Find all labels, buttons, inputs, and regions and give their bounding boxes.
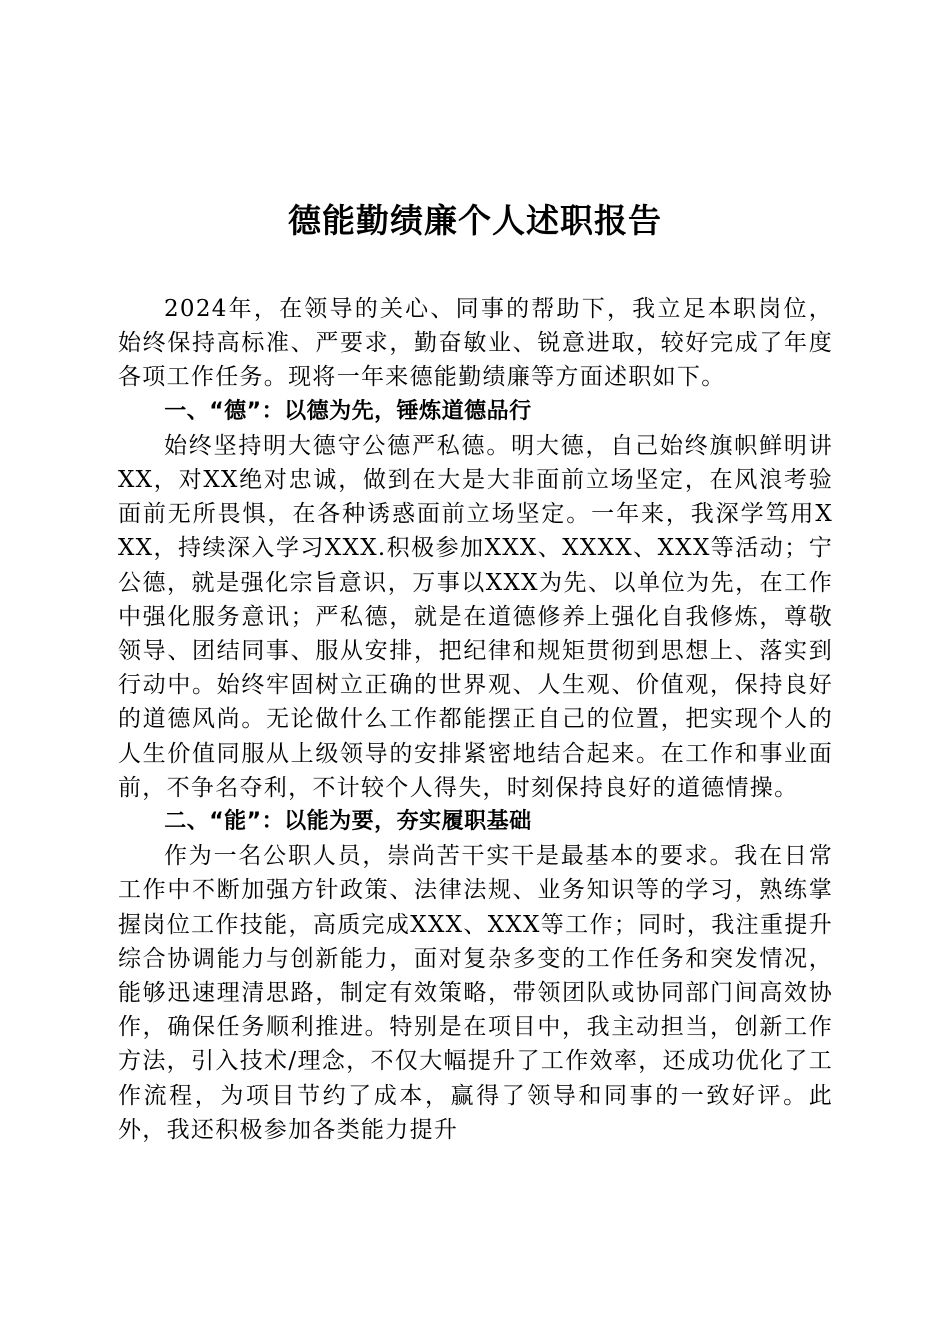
section-heading-neng: 二、“能”：以能为要，夯实履职基础 bbox=[164, 809, 532, 835]
section-paragraph-neng: 作为一名公职人员，崇尚苦干实干是最基本的要求。我在日常工作中不断加强方针政策、法律法规、业务知识等的学习，熟练掌握岗位工作技能，高质完成XXX、XXX等工作；同时，我注重提升综合协调能力与创新能力，面对复杂多变的工作任务和突发情况，能够迅速理清思路，制定有效策略，带领团队或协同部门间高效协作，确保任务顺利推进。特别是在项目中，我主动担当，创新工作方法，引入技术/理念，不仅大幅提升了工作效率，还成功优化了工作流程，为项目节约了成本，赢得了领导和同事的一致好评。此外，我还积极参加各类能力提升 bbox=[118, 843, 833, 1143]
section-heading-de: 一、“德”：以德为先，锤炼道德品行 bbox=[164, 398, 532, 424]
document-title: 德能勤绩廉个人述职报告 bbox=[288, 201, 662, 240]
section-paragraph-de: 始终坚持明大德守公德严私德。明大德，自己始终旗帜鲜明讲XX，对XX绝对忠诚，做到在大是大非面前立场坚定，在风浪考验面前无所畏惧，在各种诱惑面前立场坚定。一年来，我深学笃用XXX，持续深入学习XXX.积极参加XXX、XXXX、XXX等活动；宁公德，就是强化宗旨意识，万事以XXX为先、以单位为先，在工作中强化服务意讯；严私德，就是在道德修养上强化自我修炼，尊敬领导、团结同事、服从安排，把纪律和规矩贯彻到思想上、落实到行动中。始终牢固树立正确的世界观、人生观、价值观，保持良好的道德风尚。无论做什么工作都能摆正自己的位置，把实现个人的人生价值同服从上级领导的安排紧密地结合起来。在工作和事业面前，不争名夺利，不计较个人得失，时刻保持良好的道德情操。 bbox=[118, 432, 833, 801]
document-body bbox=[118, 292, 833, 1147]
intro-paragraph: 2024年，在领导的关心、同事的帮助下，我立足本职岗位，始终保持高标准、严要求，勤奋敏业、锐意进取，较好完成了年度各项工作任务。现将一年来德能勤绩廉等方面述职如下。 bbox=[118, 296, 833, 391]
